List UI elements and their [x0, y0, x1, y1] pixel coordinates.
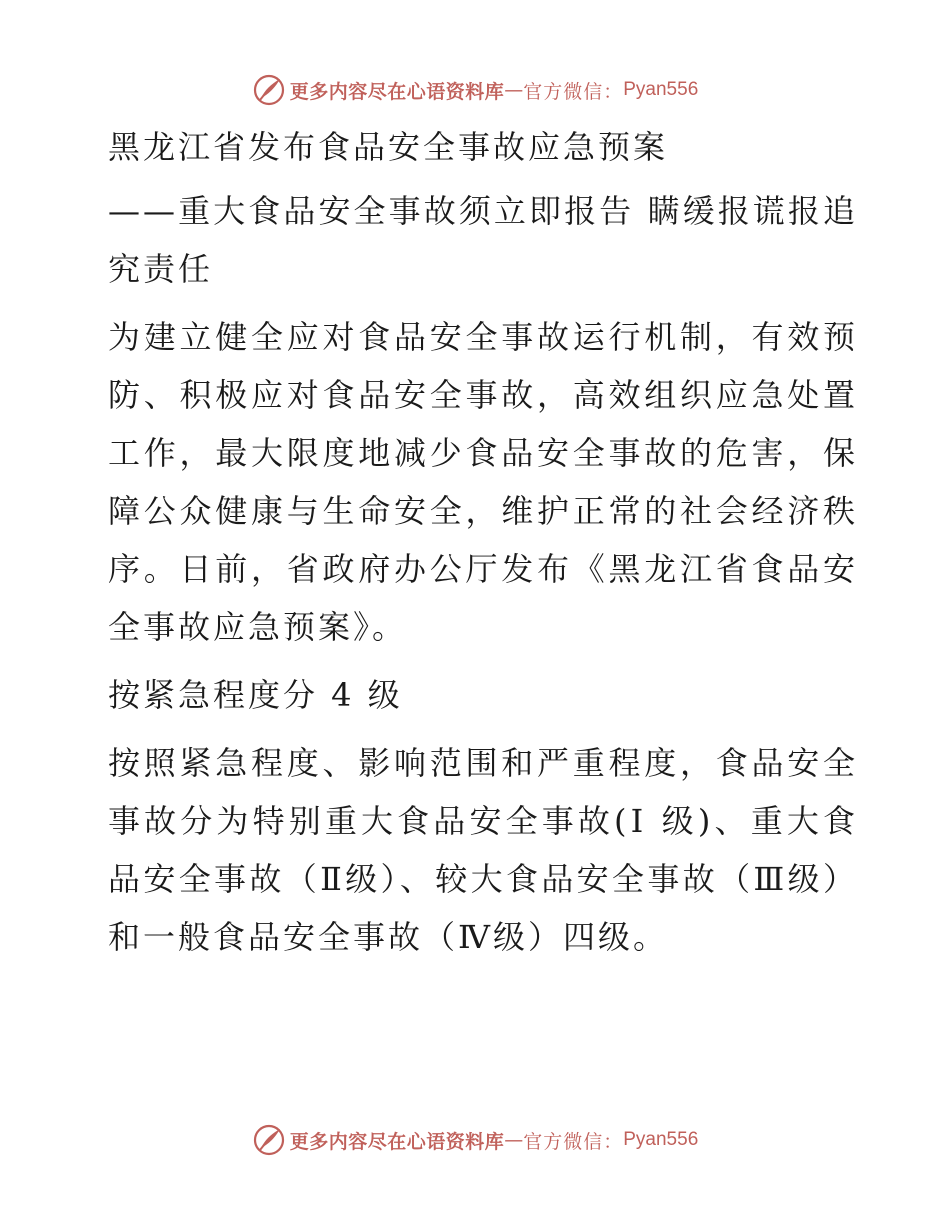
paragraph-intro: 为建立健全应对食品安全事故运行机制，有效预防、积极应对食品安全事故，高效组织应急处置工作，最大限度地减少食品安全事故的危害，保障公众健康与生命安全，维护正常的社会经济秩序。日前，省政府办公厅发布《黑龙江省食品安全事故应急预案》。	[108, 318, 858, 646]
paragraph-levels: 按照紧急程度、影响范围和严重程度，食品安全事故分为特别重大食品安全事故(Ⅰ 级)、重大食品安全事故（Ⅱ级）、较大食品安全事故（Ⅲ级）和一般食品安全事故（Ⅳ级）四级。	[108, 744, 858, 956]
wechat-id: Pyan556	[623, 79, 699, 100]
wechat-label: 官方微信：	[523, 1130, 624, 1153]
section-heading: 按紧急程度分 4 级	[108, 676, 403, 714]
article-body	[98, 118, 858, 976]
quill-logo-icon	[252, 1123, 286, 1157]
quill-logo-icon	[252, 73, 286, 107]
article-subtitle: ——重大食品安全事故须立即报告 瞒缓报谎报追究责任	[108, 192, 858, 288]
wechat-id: Pyan556	[623, 1129, 699, 1150]
watermark-text: 更多内容尽在心语资料库	[289, 80, 505, 103]
header-watermark	[0, 70, 950, 110]
watermark-text: 更多内容尽在心语资料库	[289, 1130, 505, 1153]
footer-watermark	[0, 1120, 950, 1160]
watermark-separator: —	[504, 79, 524, 101]
wechat-label: 官方微信：	[523, 80, 624, 103]
watermark-separator: —	[504, 1129, 524, 1151]
article-title: 黑龙江省发布食品安全事故应急预案	[108, 128, 669, 166]
